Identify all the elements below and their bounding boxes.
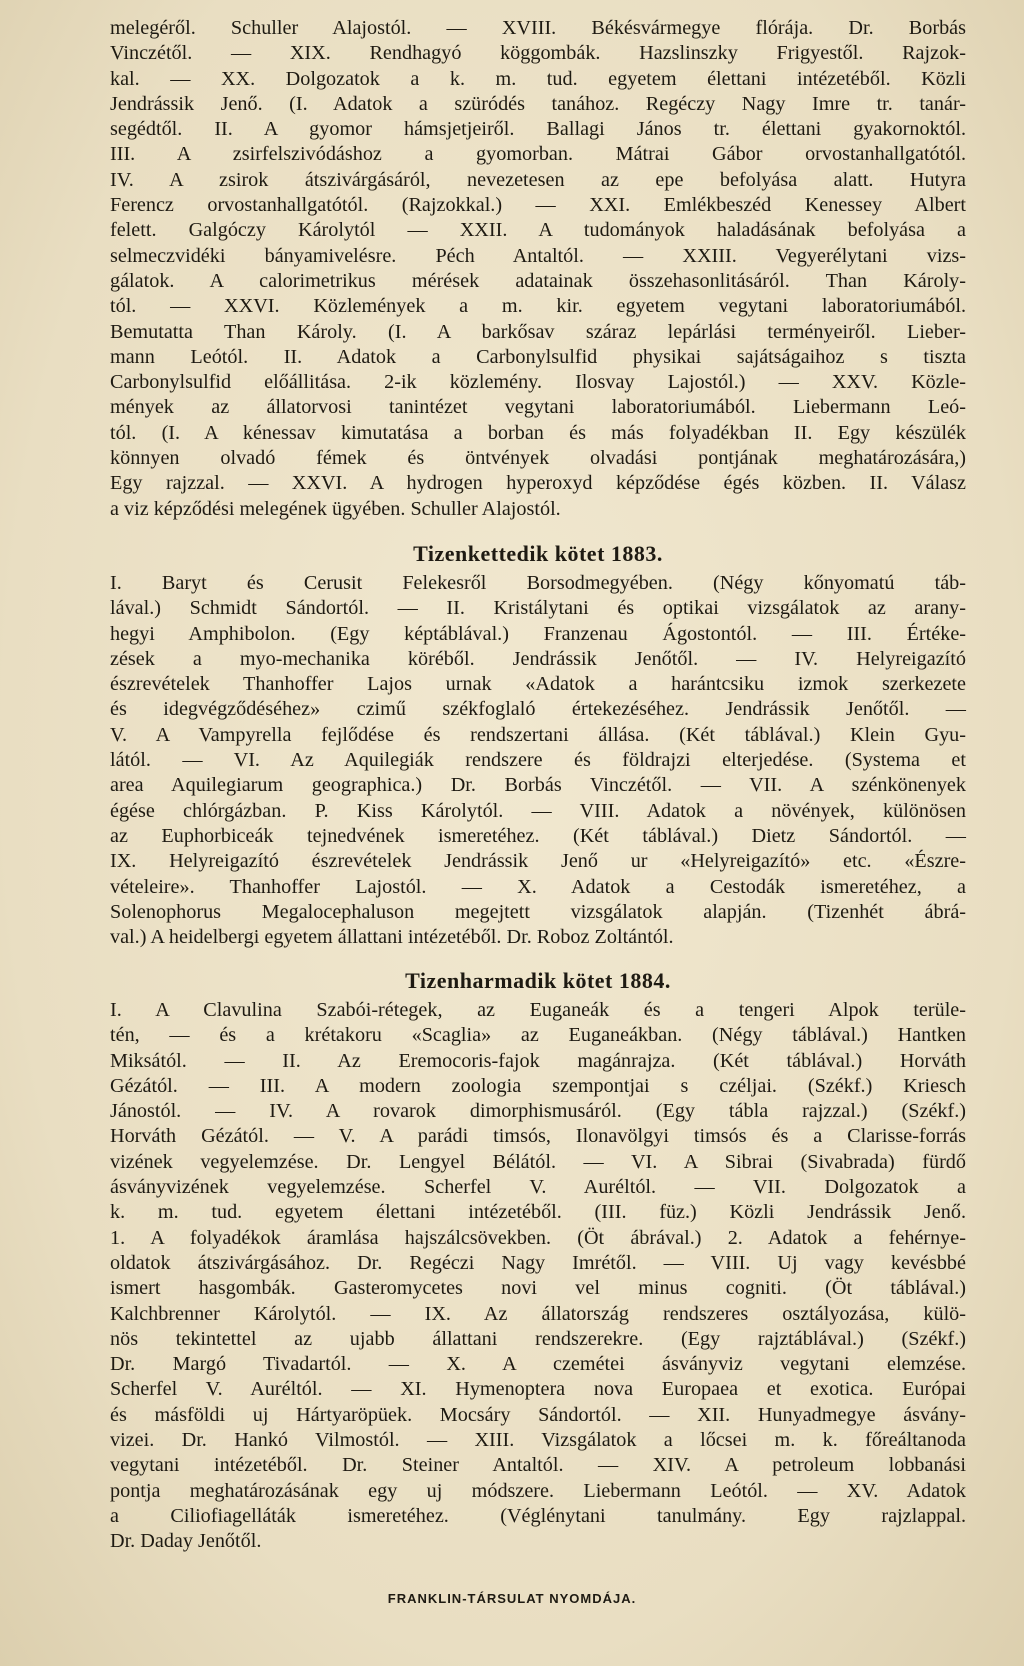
text-line: Egy rajzzal. — XXVI. A hydrogen hyperoxyd képződése égés közben. II. Válasz bbox=[110, 472, 966, 495]
text-line: kal. — XX. Dolgozatok a k. m. tud. egyetem élettani intézetéből. Közli bbox=[110, 67, 966, 90]
text-line: vételeire». Thanhoffer Lajostól. — X. Adatok a Cestodák ismeretéhez, a bbox=[110, 875, 966, 898]
text-line: vizének vegyelemzése. Dr. Lengyel Bélától. — VI. A Sibrai (Sivabrada) fürdő bbox=[110, 1150, 966, 1173]
paragraph-volume-13-contents bbox=[110, 998, 966, 1555]
text-line: tól. (I. A kénessav kimutatása a borban és más folyadékban II. Egy készülék bbox=[110, 421, 966, 444]
text-line: I. A Clavulina Szabói-rétegek, az Euganeák és a tengeri Alpok terüle- bbox=[110, 999, 966, 1021]
text-line: Carbonylsulfid előállitása. 2-ik közlemény. Ilosvay Lajostól.) — XXV. Közle- bbox=[110, 371, 966, 394]
text-line: selmeczvidéki bányamivelésre. Péch Antaltól. — XXIII. Vegyerélytani vizs- bbox=[110, 244, 966, 267]
section-3-text bbox=[110, 998, 966, 1555]
text-line: és idegvégződéséhez» czimű székfoglaló értekezéséhez. Jendrássik Jenőtől. — bbox=[110, 698, 966, 721]
text-line: IX. Helyreigazító észrevételek Jendrássik Jenő ur «Helyreigazító» etc. «Észre- bbox=[110, 850, 966, 873]
text-line: gálatok. A calorimetrikus mérések adatainak összehasonlitásáról. Than Károly- bbox=[110, 269, 966, 292]
text-line: val.) A heidelbergi egyetem állattani intézetéből. Dr. Roboz Zoltántól. bbox=[110, 926, 674, 949]
text-line: vegytani intézetéből. Dr. Steiner Antaltól. — XIV. A petroleum lobbanási bbox=[110, 1454, 966, 1477]
section-1-text bbox=[110, 16, 966, 522]
text-line: mények az állatorvosi tanintézet vegytani laboratoriumából. Liebermann Leó- bbox=[110, 396, 966, 419]
text-line: 1. A folyadékok áramlása hajszálcsövekben. (Öt ábrával.) 2. Adatok a fehérnye- bbox=[110, 1226, 966, 1249]
text-line: Kalchbrenner Károlytól. — IX. Az állatország rendszeres osztályozása, külö- bbox=[110, 1302, 966, 1325]
text-line: könnyen olvadó fémek és öntvények olvadási pontjának meghatározására,) bbox=[110, 447, 966, 470]
text-line: lától. — VI. Az Aquilegiák rendszere és földrajzi elterjedése. (Systema et bbox=[110, 749, 966, 772]
text-line: Ferencz orvostanhallgatótól. (Rajzokkal.) — XXI. Emlékbeszéd Kenessey Albert bbox=[110, 194, 966, 217]
text-line: a viz képződési melegének ügyében. Schuller Alajostól. bbox=[110, 497, 561, 520]
text-line: segédtől. II. A gyomor hámsjetjeiről. Ballagi János tr. élettani gyakornoktól. bbox=[110, 118, 966, 141]
text-line: melegéről. Schuller Alajostól. — XVIII. Békésvármegye flórája. Dr. Borbás bbox=[110, 17, 966, 39]
text-line: Jánostól. — IV. A rovarok dimorphismusáról. (Egy tábla rajzzal.) (Székf.) bbox=[110, 1100, 966, 1123]
paragraph-volume-11-contents bbox=[110, 16, 966, 522]
text-line: IV. A zsirok átszivárgásáról, nevezetesen az epe befolyása alatt. Hutyra bbox=[110, 168, 966, 191]
text-line: Horváth Gézától. — V. A parádi timsós, Ilonavölgyi timsós és a Clarisse-forrás bbox=[110, 1125, 966, 1148]
text-line: felett. Galgóczy Károlytól — XXII. A tudományok haladásának befolyása a bbox=[110, 219, 966, 242]
text-line: tól. — XXVI. Közlemények a m. kir. egyetem vegytani laboratoriumából. bbox=[110, 295, 966, 318]
section-3-heading: Tizenharmadik kötet 1884. bbox=[405, 968, 671, 993]
text-line: Dr. Daday Jenőtől. bbox=[110, 1530, 262, 1553]
text-line: hegyi Amphibolon. (Egy képtáblával.) Franzenau Ágostontól. — III. Értéke- bbox=[110, 622, 966, 645]
text-line: és másföldi uj Hártyaröpüek. Mocsáry Sándortól. — XII. Hunyadmegye ásvány- bbox=[110, 1403, 966, 1426]
text-line: mann Leótól. II. Adatok a Carbonylsulfid physikai sajátságaihoz s tiszta bbox=[110, 345, 966, 368]
paragraph-volume-12-contents bbox=[110, 571, 966, 950]
text-line: V. A Vampyrella fejlődése és rendszertani állása. (Két táblával.) Klein Gyu- bbox=[110, 723, 966, 746]
text-line: a Ciliofiagelláták ismeretéhez. (Véglénytani tanulmány. Egy rajzlappal. bbox=[110, 1504, 966, 1527]
text-line: nös tekintettel az ujabb állattani rendszerekre. (Egy rajztáblával.) (Székf.) bbox=[110, 1327, 966, 1350]
text-line: vizei. Dr. Hankó Vilmostól. — XIII. Vizsgálatok a lőcsei m. k. főreáltanoda bbox=[110, 1429, 966, 1452]
text-line: pontja meghatározásának egy uj módszere. Liebermann Leótól. — XV. Adatok bbox=[110, 1479, 966, 1502]
text-line: az Euphorbiceák tejnedvének ismeretéhez. (Két táblával.) Dietz Sándortól. — bbox=[110, 824, 966, 847]
section-2-heading: Tizenkettedik kötet 1883. bbox=[413, 541, 663, 566]
text-line: k. m. tud. egyetem élettani intézetéből. (III. füz.) Közli Jendrássik Jenő. bbox=[110, 1201, 966, 1224]
text-line: lával.) Schmidt Sándortól. — II. Kristálytani és optikai vizsgálatok az arany- bbox=[110, 597, 966, 620]
printer-imprint: FRANKLIN-TÁRSULAT NYOMDÁJA. bbox=[387, 1591, 637, 1606]
text-line: égése chlórgázban. P. Kiss Károlytól. — VIII. Adatok a növények, különösen bbox=[110, 799, 966, 822]
text-line: area Aquilegiarum geographica.) Dr. Borbás Vinczétől. — VII. A szénkönenyek bbox=[110, 774, 966, 797]
text-line: zések a myo-mechanika köréből. Jendrássik Jenőtől. — IV. Helyreigazító bbox=[110, 647, 966, 670]
text-line: Gézától. — III. A modern zoologia szempontjai s czéljai. (Székf.) Kriesch bbox=[110, 1074, 966, 1097]
text-line: Dr. Margó Tivadartól. — X. A czemétei ásványviz vegytani elemzése. bbox=[110, 1353, 966, 1376]
text-line: tén, — és a krétakoru «Scaglia» az Euganeákban. (Négy táblával.) Hantken bbox=[110, 1024, 966, 1047]
text-line: Solenophorus Megalocephaluson megejtett vizsgálatok alapján. (Tizenhét ábrá- bbox=[110, 900, 966, 923]
text-line: III. A zsirfelszivódáshoz a gyomorban. Mátrai Gábor orvostanhallgatótól. bbox=[110, 143, 966, 166]
text-line: Miksától. — II. Az Eremocoris-fajok magánrajza. (Két táblával.) Horváth bbox=[110, 1049, 966, 1072]
text-line: észrevételek Thanhoffer Lajos urnak «Adatok a harántcsiku izmok szerkezete bbox=[110, 673, 966, 696]
text-line: oldatok átszivárgásához. Dr. Regéczi Nagy Imrétől. — VIII. Uj vagy kevésbbé bbox=[110, 1251, 966, 1274]
text-line: Vinczétől. — XIX. Rendhagyó köggombák. Hazslinszky Frigyestől. Rajzok- bbox=[110, 42, 966, 65]
text-line: Bemutatta Than Károly. (I. A barkősav száraz lepárlási terményeiről. Lieber- bbox=[110, 320, 966, 343]
text-line: Scherfel V. Auréltól. — XI. Hymenoptera nova Europaea et exotica. Európai bbox=[110, 1378, 966, 1401]
text-line: ásványvizének vegyelemzése. Scherfel V. Auréltól. — VII. Dolgozatok a bbox=[110, 1176, 966, 1199]
section-2-text bbox=[110, 571, 966, 950]
text-line: ismert hasgombák. Gasteromycetes novi vel minus cogniti. (Öt táblával.) bbox=[110, 1277, 966, 1300]
text-line: Jendrássik Jenő. (I. Adatok a szüródés tanához. Regéczy Nagy Imre tr. tanár- bbox=[110, 92, 966, 115]
text-line: I. Baryt és Cerusit Felekesről Borsodmegyében. (Négy kőnyomatú táb- bbox=[110, 572, 966, 594]
